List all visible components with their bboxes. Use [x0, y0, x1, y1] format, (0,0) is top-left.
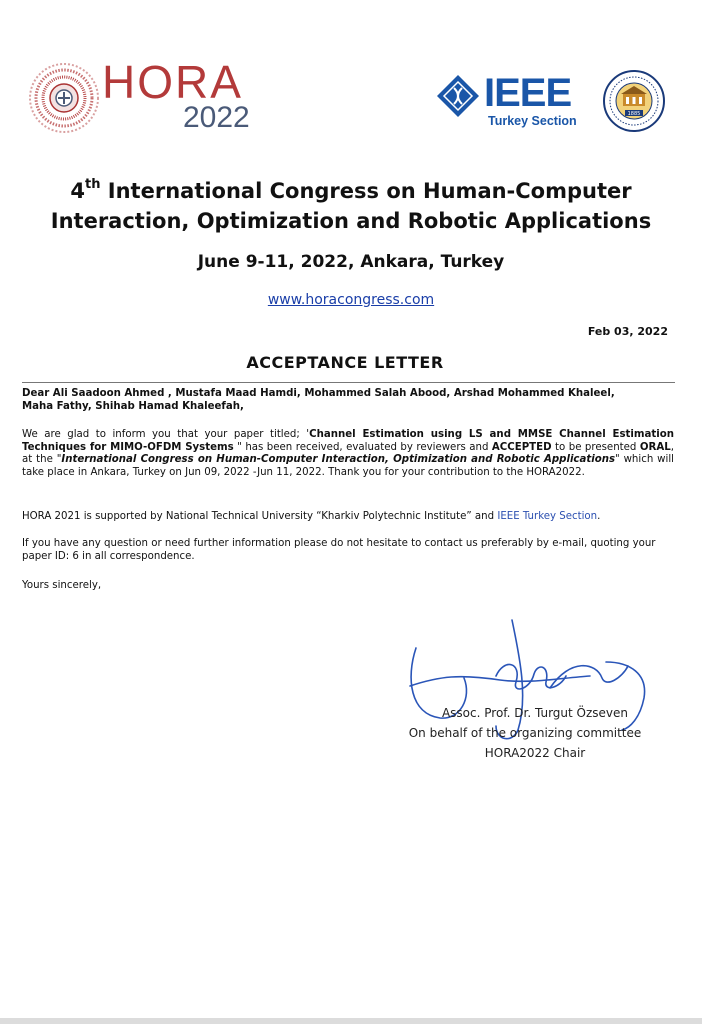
heading-divider — [22, 382, 675, 383]
para2-text: HORA 2021 is supported by National Technical University “Kharkiv Polytechnic Institute” and — [22, 511, 498, 522]
letter-date: Feb 03, 2022 — [587, 325, 668, 338]
letter-heading: ACCEPTANCE LETTER — [246, 353, 444, 372]
contact-paragraph: If you have any question or need further information please do not hesitate to contact us preferably by e-mail, quoting your paper ID: 6 in all correspondence. — [22, 538, 656, 562]
bottom-edge — [0, 1018, 702, 1024]
ieee-wordmark: IEEE — [484, 71, 572, 115]
para1-mid2: to be presented — [551, 441, 640, 453]
hora-wordmark: HORA — [102, 56, 243, 108]
title-ordinal-number: 4 — [70, 179, 85, 203]
acceptance-paragraph — [22, 429, 674, 479]
congress-dateline: June 9-11, 2022, Ankara, Turkey — [197, 252, 505, 272]
closing: Yours sincerely, — [22, 580, 102, 591]
hora-emblem-icon — [28, 62, 100, 134]
hora-year: 2022 — [183, 101, 250, 134]
support-paragraph — [22, 511, 674, 524]
ieee-diamond-icon — [436, 74, 480, 118]
congress-website-link[interactable]: www.horacongress.com — [267, 292, 435, 308]
para1-outro: " which will take place in Ankara, Turkey on Jun 09, 2022 -Jun 11, 2022. Thank you for your contribution to the HORA2022. — [22, 454, 674, 478]
para2-end: . — [597, 511, 601, 522]
salutation-line2: Maha Fathy, Shihab Hamad Khaleefah, — [22, 400, 244, 412]
ieee-logo — [436, 72, 596, 132]
paper-title: Channel Estimation using LS and MMSE Channel Estimation Techniques for MIMO-OFDM Systems — [22, 429, 674, 453]
presentation-type: ORAL — [639, 441, 671, 453]
salutation — [22, 388, 674, 413]
title-ordinal-suffix: th — [85, 177, 101, 192]
para1-mid3: , at the " — [22, 441, 674, 466]
salutation-line1: Dear Ali Saadoon Ahmed , Mustafa Maad Hamdi, Mohammed Salah Abood, Arshad Mohammed Khaleel, — [22, 388, 615, 399]
congress-title — [0, 176, 702, 236]
university-seal-icon — [603, 70, 665, 132]
seal-year: 1885 — [627, 111, 641, 117]
para1-intro: We are glad to inform you that your paper titled; ' — [22, 429, 310, 440]
signatory-title: HORA2022 Chair — [484, 746, 586, 760]
title-line1: International Congress on Human-Computer — [100, 179, 632, 203]
ieee-section-label: Turkey Section — [488, 114, 577, 128]
title-line2: Interaction, Optimization and Robotic Applications — [50, 209, 652, 233]
accepted-status: ACCEPTED — [491, 441, 552, 453]
congress-name-italic: International Congress on Human-Computer Interaction, Optimization and Robotic Applications — [61, 454, 616, 466]
ieee-turkey-link[interactable]: IEEE Turkey Section — [497, 511, 598, 522]
signatory-name: Assoc. Prof. Dr. Turgut Özseven — [441, 706, 629, 720]
signatory-role: On behalf of the organizing committee — [408, 726, 642, 740]
hora-logo — [28, 58, 268, 140]
para1-mid1: " has been received, evaluated by reviewers and — [233, 441, 492, 453]
